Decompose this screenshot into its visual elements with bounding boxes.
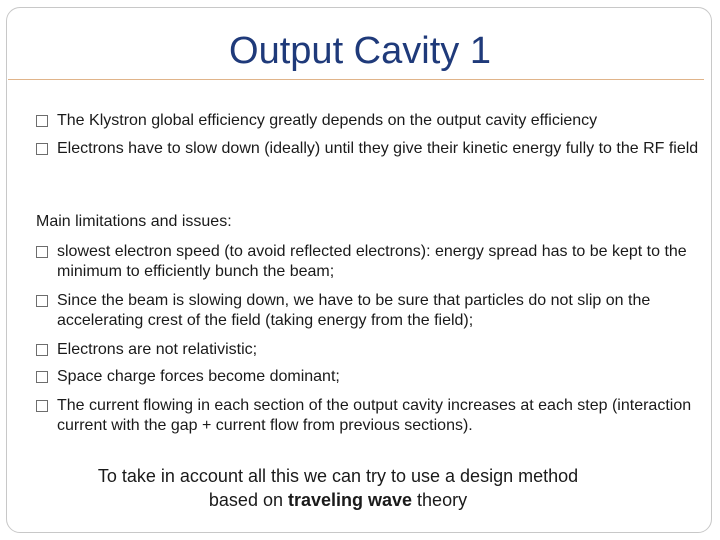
conclusion-emphasis: traveling wave — [287, 490, 413, 510]
bullet-item — [36, 139, 704, 159]
bullet-text: Since the beam is slowing down, we have to be sure that particles do not slip on the accelerating crest of the field (taking energy from the field); — [57, 292, 651, 329]
bullet-text: The Klystron global efficiency greatly depends on the output cavity efficiency — [57, 112, 598, 129]
checkbox-bullet-icon — [36, 371, 48, 383]
bullet-item — [36, 111, 704, 131]
title-divider — [8, 79, 704, 80]
bullet-text: Electrons are not relativistic; — [57, 341, 258, 358]
checkbox-bullet-icon — [36, 344, 48, 356]
checkbox-bullet-icon — [36, 143, 48, 155]
bullet-text: The current flowing in each section of the output cavity increases at each step (interaction current with the gap + current flow from previous sections). — [57, 397, 692, 434]
bullet-item — [36, 242, 704, 282]
conclusion-text-after: theory — [412, 490, 468, 510]
bullet-item — [36, 367, 704, 387]
checkbox-bullet-icon — [36, 115, 48, 127]
bullet-item — [36, 291, 704, 331]
slide-title: Output Cavity 1 — [229, 30, 491, 72]
bullet-text: Electrons have to slow down (ideally) until they give their kinetic energy fully to the RF field — [57, 140, 699, 157]
bullet-text: Space charge forces become dominant; — [57, 368, 340, 385]
checkbox-bullet-icon — [36, 246, 48, 258]
bullet-text: slowest electron speed (to avoid reflected electrons): energy spread has to be kept to the minimum to efficiently bunch the beam; — [57, 243, 687, 280]
checkbox-bullet-icon — [36, 295, 48, 307]
bullet-item — [36, 340, 704, 360]
section-heading: Main limitations and issues: — [36, 213, 232, 230]
checkbox-bullet-icon — [36, 400, 48, 412]
bullet-item — [36, 396, 704, 436]
conclusion-text-before: To take in account all this we can try to use a design method based on — [97, 466, 579, 510]
conclusion-text — [96, 464, 580, 512]
